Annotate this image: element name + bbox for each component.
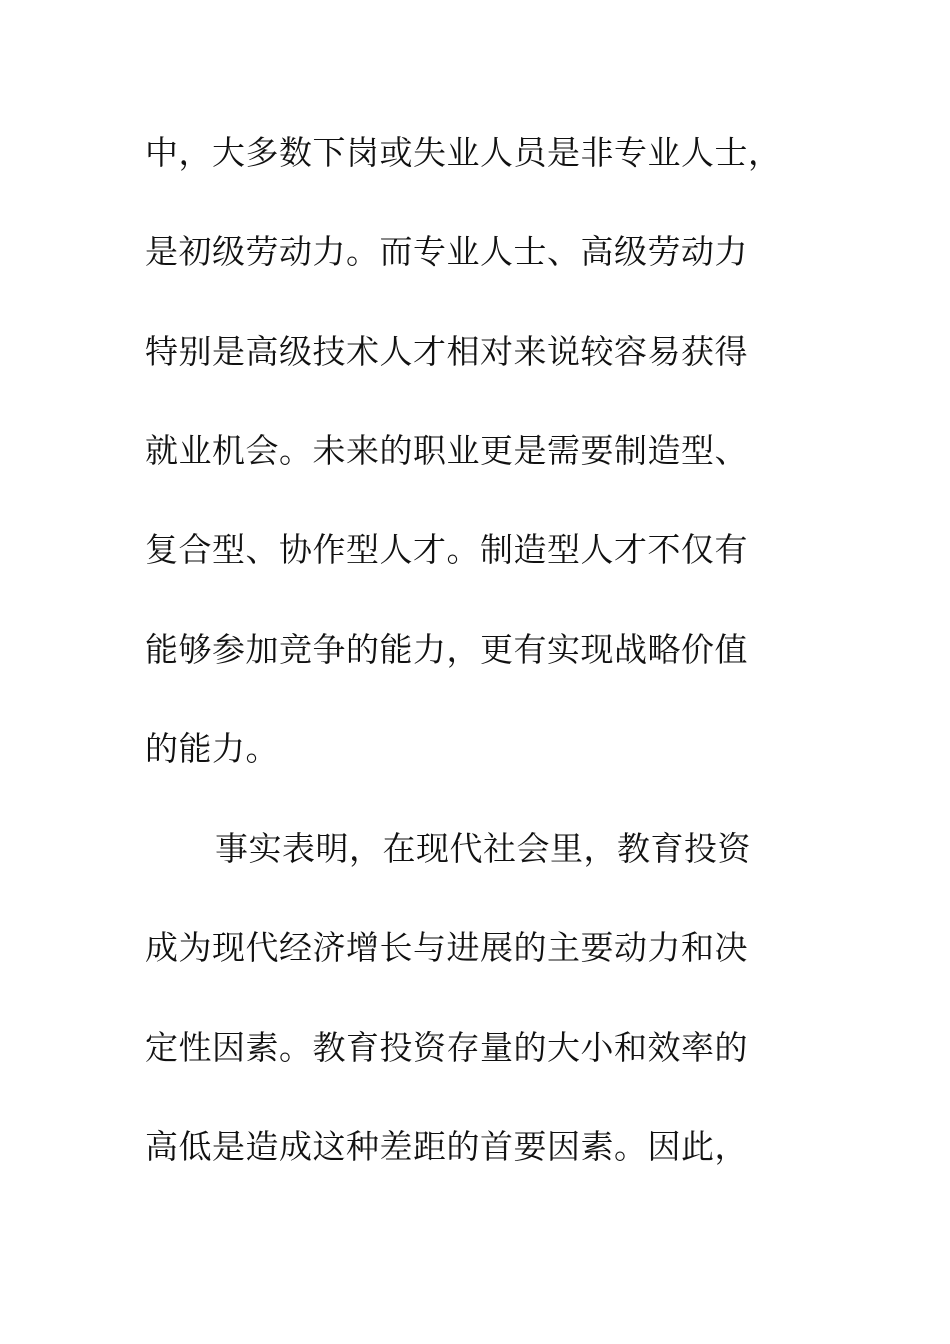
text-line: 中，大多数下岗或失业人员是非专业人士， xyxy=(145,133,782,172)
text-line: 特别是高级技术人才相对来说较容易获得 xyxy=(145,332,748,371)
text-line: 定性因素。教育投资存量的大小和效率的 xyxy=(145,1028,748,1067)
paragraph-first-line: 事实表明，在现代社会里，教育投资 xyxy=(215,829,751,868)
text-line: 复合型、协作型人才。制造型人才不仅有 xyxy=(145,530,748,569)
text-line: 高低是造成这种差距的首要因素。因此， xyxy=(145,1127,748,1166)
text-line: 能够参加竞争的能力，更有实现战略价值 xyxy=(145,630,748,669)
text-line: 成为现代经济增长与进展的主要动力和决 xyxy=(145,928,748,967)
text-line: 就业机会。未来的职业更是需要制造型、 xyxy=(145,431,748,470)
text-line: 的能力。 xyxy=(145,729,279,768)
text-line: 是初级劳动力。而专业人士、高级劳动力 xyxy=(145,232,748,271)
